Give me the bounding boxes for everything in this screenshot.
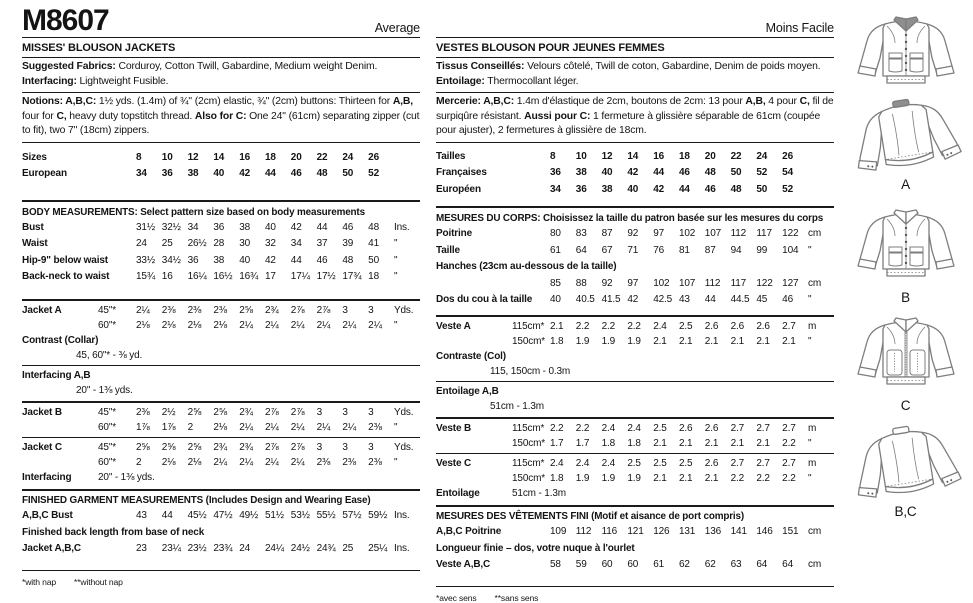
pattern-number: M8607: [22, 4, 109, 37]
entoilage-row: [436, 486, 834, 503]
divider: [436, 505, 834, 507]
table-row: Dos du cou à la taille 40 40.5 41.5 42 42.5 43 44 44.5 45 46 ": [436, 294, 812, 306]
interfacing-row: [22, 470, 420, 487]
entoilage-spec: 51cm - 1.3m: [512, 487, 566, 499]
table-row: Veste A 115cm* 2.1 2.2 2.2 2.2 2.4 2.5 2.6 2.6 2.6 2.7 m: [436, 320, 817, 332]
footnote-en: [22, 573, 420, 587]
table-row: Françaises 36 38 40 42 44 46 48 50 52 54: [436, 167, 793, 179]
body-measurements-fr: [436, 210, 834, 312]
interfacing-ab-spec: 20" - 1⅜ yds.: [76, 384, 133, 396]
table-row: 150cm* 1.8 1.9 1.9 1.9 2.1 2.1 2.1 2.2 2.2 2.2 ": [512, 472, 812, 484]
table-row: Waist 24 25 26½ 28 30 32 34 37 39 41 ": [22, 238, 398, 250]
table-row: Longueur finie – dos, votre nuque à l'ourlet: [436, 542, 635, 554]
divider: [22, 142, 420, 143]
jacket-a-back-illustration: [844, 96, 968, 176]
divider: [22, 200, 420, 202]
divider: [22, 57, 420, 58]
body-measurements-en: [22, 204, 420, 296]
divider: [22, 92, 420, 93]
divider: [436, 315, 834, 317]
contraste-col-label: Contraste (Col): [436, 350, 506, 362]
contraste-col-spec: 115, 150cm - 0.3m: [490, 365, 571, 377]
table-row: Veste B 115cm* 2.2 2.2 2.4 2.4 2.5 2.6 2.6 2.7 2.7 2.7 m: [436, 422, 817, 434]
footnote-sans-sens: **sans sens: [494, 592, 539, 603]
footnote-avec-sens: *avec sens: [436, 592, 477, 603]
table-row: Hanches (23cm au-dessous de la taille): [436, 261, 617, 273]
jacket-c-illustration: [838, 313, 973, 413]
table-row: 150cm* 1.7 1.7 1.8 1.8 2.1 2.1 2.1 2.1 2.1 2.2 ": [512, 437, 812, 449]
divider: [436, 37, 834, 38]
table-row: Veste C 115cm* 2.4 2.4 2.4 2.5 2.5 2.5 2.6 2.7 2.7 2.7 m: [436, 457, 817, 469]
footnote-with-nap: *with nap: [22, 576, 57, 587]
table-row: 150cm* 1.8 1.9 1.9 1.9 2.1 2.1 2.1 2.1 2.1 2.1 ": [512, 335, 812, 347]
divider: [22, 365, 420, 366]
notions-text: Notions: A,B,C: 1½ yds. (1.4m) of ¾" (2cm) elastic, ¾" (2cm) buttons: Thirteen for A,B, four for C, heavy duty topstitch thread. Also for C: One 24" (61cm) separating zipper (cut to fit), two 7" (18cm) zippers.: [22, 96, 420, 137]
table-row: Poitrine 80 83 87 92 97 102 107 112 117 122 cm: [436, 228, 822, 240]
jacket-bc-back-illustration: [844, 423, 968, 503]
figure-label-b: B: [901, 290, 910, 305]
veste-c-yardage: [436, 456, 834, 486]
table-row: 60"* 2 2⅛ 2⅛ 2¼ 2¼ 2¼ 2¼ 2⅜ 2⅜ 2⅜ ": [98, 456, 398, 468]
table-row: 60"* 1⅞ 1⅞ 2 2⅛ 2¼ 2¼ 2¼ 2¼ 2¼ 2⅜ ": [98, 421, 398, 433]
masthead-fr: [436, 5, 834, 35]
table-row: Veste A,B,C 58 59 60 60 61 62 62 63 64 64 cm: [436, 559, 822, 571]
jacket-c-yardage: [22, 440, 420, 470]
jacket-c-front-illustration: [844, 313, 968, 397]
veste-b-yardage: [436, 421, 834, 451]
jacket-bc-illustration: [838, 423, 973, 519]
divider: [436, 453, 834, 454]
table-row: 85 88 92 97 102 107 112 117 122 127 cm: [550, 277, 822, 289]
interfacing-label: Interfacing: [22, 471, 72, 483]
jacket-a-illustration: [838, 12, 973, 192]
figure-label-c: C: [900, 398, 911, 413]
finished-heading-fr: MESURES DES VÊTEMENTS FINI (Motif et aisance de port compris): [436, 511, 744, 523]
table-row: Jacket B 45"* 2⅜ 2½ 2⅝ 2⅝ 2¾ 2⅞ 2⅞ 3 3 3 Yds.: [22, 406, 414, 418]
divider: [22, 489, 420, 491]
difficulty-label-en: Average: [374, 21, 420, 35]
table-row: Jacket A 45"* 2¼ 2⅜ 2⅜ 2⅜ 2⅝ 2¾ 2⅞ 2⅞ 3 3 Yds.: [22, 304, 414, 316]
divider: [22, 37, 420, 38]
entoilage-label: Entoilage: [436, 487, 480, 499]
body-measurements-heading-en: BODY MEASUREMENTS: Select pattern size based on body measurements: [22, 206, 365, 218]
finished-measurements-en: [22, 493, 420, 562]
table-row: Finished back length from base of neck: [22, 526, 205, 538]
entoilage-ab-label: Entoilage A,B: [436, 385, 499, 397]
masthead: [22, 5, 420, 35]
finished-measurements-fr: [436, 509, 834, 578]
divider: [436, 206, 834, 208]
sizes-table-fr: [436, 145, 834, 204]
veste-a-yardage: [436, 319, 834, 349]
interfacing-ab-label: Interfacing A,B: [22, 369, 91, 381]
divider: [22, 570, 420, 571]
footnote-fr: [436, 589, 834, 603]
english-column: [0, 0, 428, 587]
suggested-fabrics-text: Suggested Fabrics: Corduroy, Cotton Twill, Gabardine, Medium weight Denim. Interfacing: Lightweight Fusible.: [22, 61, 378, 87]
table-row: Européen 34 36 38 40 42 44 46 48 50 52: [436, 183, 793, 195]
sizes-table-en: [22, 145, 420, 197]
table-row: A,B,C Bust 43 44 45½ 47½ 49½ 51½ 53½ 55½ 57½ 59½ Ins.: [22, 510, 410, 522]
body-measurements-heading-fr: MESURES DU CORPS: Choisissez la taille du patron basée sur les mesures du corps: [436, 213, 824, 225]
divider: [436, 57, 834, 58]
table-row: Taille 61 64 67 71 76 81 87 94 99 104 ": [436, 244, 812, 256]
jacket-b-front-illustration: [844, 205, 968, 289]
divider: [22, 437, 420, 438]
divider: [436, 417, 834, 419]
table-row: 60"* 2⅛ 2⅛ 2⅛ 2⅛ 2¼ 2¼ 2¼ 2¼ 2¼ 2¼ ": [98, 319, 398, 331]
footnote-without-nap: **without nap: [74, 576, 123, 587]
divider: [436, 92, 834, 93]
interfacing-spec: 20" - 1⅜ yds.: [98, 471, 155, 483]
figure-label-bc: B,C: [894, 504, 917, 519]
divider: [22, 401, 420, 403]
illustrations-column: [838, 0, 973, 578]
french-column: [428, 0, 838, 603]
divider: [436, 142, 834, 143]
table-row: Tailles 8 10 12 14 16 18 20 22 24 26: [436, 150, 793, 162]
garment-title-en: MISSES' BLOUSON JACKETS: [22, 42, 176, 54]
contrast-collar-spec: 45, 60"* - ⅜ yd.: [76, 349, 143, 361]
mercerie-text: Mercerie: A,B,C: 1.4m d'élastique de 2cm, boutons de 2cm: 13 pour A,B, 4 pour C, fil de surpiqûre résistant. Aussi pour C: 1 fermeture à glissière séparable de 61cm (coupée pour ajuster), 2 fermetures à glissière de 18cm.: [436, 96, 834, 137]
tissus-conseilles-text: Tissus Conseillés: Velours côtelé, Twill de coton, Gabardine, Denim de poids moyen. Entoilage: Thermocollant léger.: [436, 61, 821, 87]
table-row: Hip-9" below waist 33½ 34½ 36 38 40 42 44 46 48 50 ": [22, 254, 398, 266]
divider: [22, 299, 420, 301]
entoilage-ab-spec: 51cm - 1.3m: [490, 400, 544, 412]
table-row: European 34 36 38 40 42 44 46 48 50 52: [22, 168, 379, 180]
jacket-b-yardage: [22, 405, 420, 435]
contrast-collar-label: Contrast (Collar): [22, 334, 99, 346]
difficulty-label-fr: Moins Facile: [765, 21, 834, 35]
finished-heading-en: FINISHED GARMENT MEASUREMENTS (Includes Design and Wearing Ease): [22, 495, 371, 507]
table-row: Jacket A,B,C 23 23¼ 23½ 23¾ 24 24¼ 24½ 24¾ 25 25¼ Ins.: [22, 543, 410, 555]
table-row: Jacket C 45"* 2⅝ 2⅝ 2⅝ 2¾ 2¾ 2⅞ 2⅞ 3 3 3 Yds.: [22, 441, 414, 453]
table-row: Bust 31½ 32½ 34 36 38 40 42 44 46 48 Ins.: [22, 221, 410, 233]
table-row: Sizes 8 10 12 14 16 18 20 22 24 26: [22, 151, 379, 163]
table-row: Back-neck to waist 15¾ 16 16¼ 16½ 16¾ 17 17¼ 17½ 17¾ 18 ": [22, 271, 398, 283]
jacket-a-yardage: [22, 303, 420, 333]
figure-label-a: A: [901, 177, 910, 192]
jacket-b-illustration: [838, 205, 973, 305]
garment-title-fr: VESTES BLOUSON POUR JEUNES FEMMES: [436, 42, 665, 54]
table-row: A,B,C Poitrine 109 112 116 121 126 131 136 141 146 151 cm: [436, 526, 822, 538]
divider: [436, 586, 834, 587]
divider: [436, 381, 834, 382]
jacket-a-front-illustration: [844, 12, 968, 96]
